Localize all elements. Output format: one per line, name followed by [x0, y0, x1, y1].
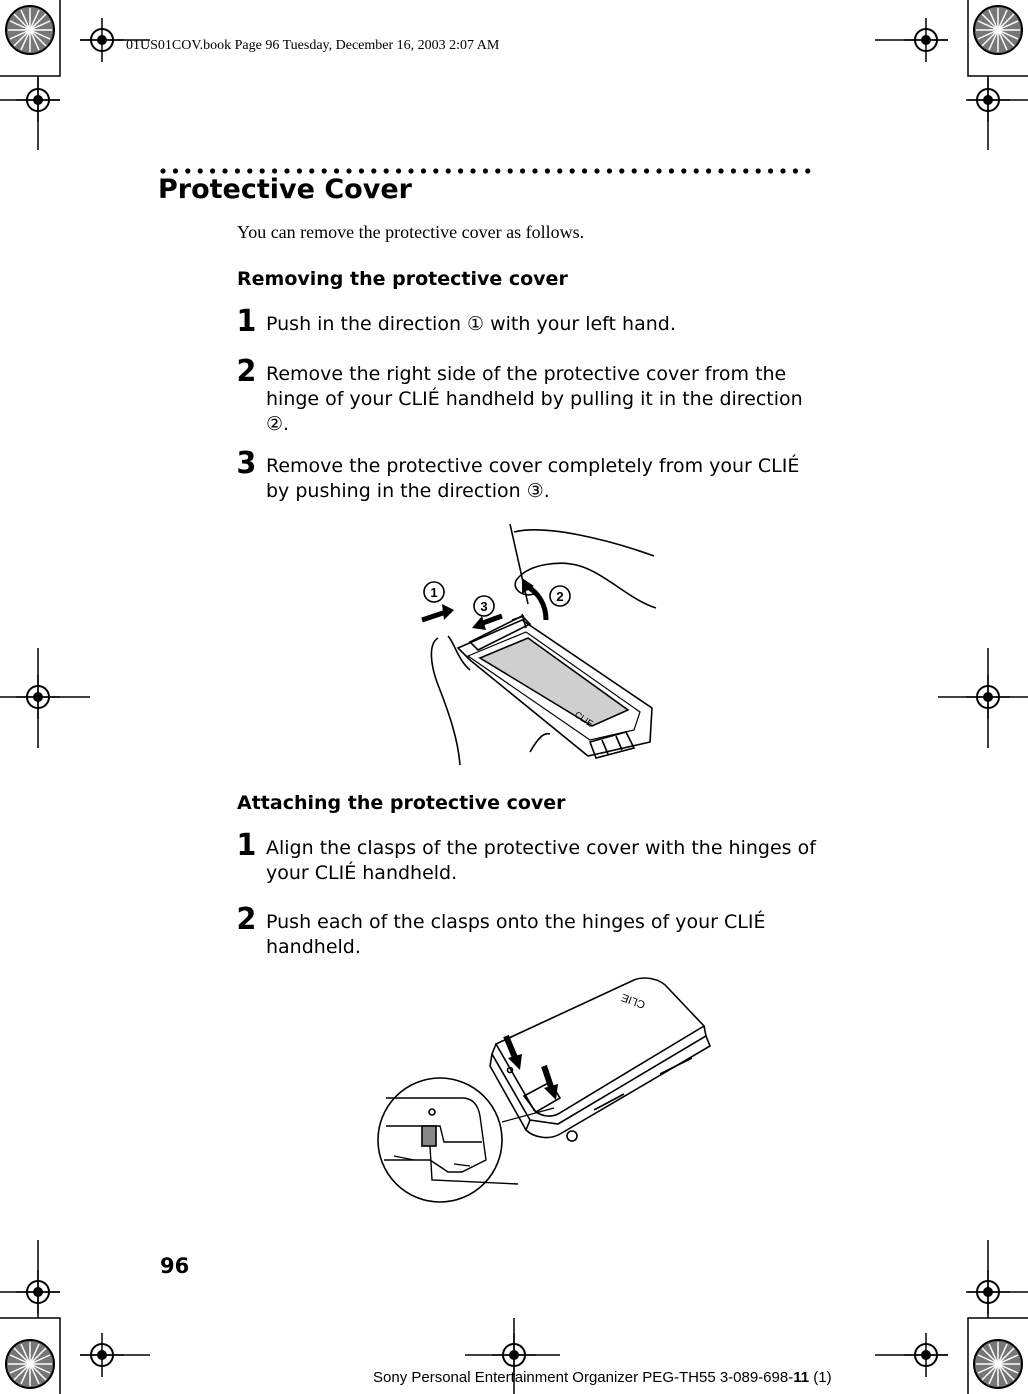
step-number: 1	[236, 304, 257, 339]
attaching-step-2	[236, 902, 826, 960]
step-text: Push each of the clasps onto the hinges of your CLIÉ handheld.	[266, 911, 766, 958]
callout-2	[550, 586, 570, 606]
step-number: 3	[236, 446, 257, 481]
step-text: Push in the direction ① with your left hand.	[266, 313, 676, 335]
arrow-1	[422, 612, 446, 620]
attaching-step-1	[236, 828, 826, 886]
step-number: 2	[236, 902, 257, 937]
removing-heading: Removing the protective cover	[237, 268, 568, 290]
arrow-2	[526, 586, 546, 620]
right-hand	[514, 530, 654, 556]
step-number: 1	[236, 828, 257, 863]
svg-text:2: 2	[556, 589, 564, 604]
footer-suffix: (1)	[809, 1369, 832, 1386]
step-text: Remove the protective cover completely from your CLIÉ by pushing in the direction ③.	[266, 455, 800, 502]
footer-bold: 11	[793, 1369, 810, 1386]
left-hand	[431, 638, 460, 765]
device-logo: CLIE	[572, 709, 596, 729]
protective-cover	[496, 978, 704, 1116]
footer-text	[373, 1369, 832, 1386]
step-text: Align the clasps of the protective cover with the hinges of your CLIÉ handheld.	[266, 837, 816, 884]
attaching-heading: Attaching the protective cover	[237, 792, 566, 814]
removing-step-2	[236, 354, 826, 437]
page-number: 96	[160, 1254, 190, 1278]
removal-illustration	[410, 520, 670, 765]
footer-prefix: Sony Personal Entertainment Organizer PEG-TH55 3-089-698-	[373, 1369, 794, 1386]
svg-text:1: 1	[430, 585, 438, 600]
callout-1	[424, 582, 444, 602]
page-title: Protective Cover	[158, 174, 412, 205]
file-info-header: 01US01COV.book Page 96 Tuesday, December 16, 2003 2:07 AM	[126, 38, 500, 53]
device-logo: CLIE	[619, 990, 648, 1011]
step-number: 2	[236, 354, 257, 389]
removing-step-3	[236, 446, 826, 504]
svg-text:3: 3	[480, 599, 488, 614]
callout-3	[474, 596, 494, 616]
removing-step-1	[236, 304, 826, 339]
step-text: Remove the right side of the protective cover from the hinge of your CLIÉ handheld by pulling it in the direction ②.	[266, 363, 803, 435]
intro-text: You can remove the protective cover as follows.	[237, 222, 585, 242]
attaching-illustration	[374, 974, 719, 1206]
